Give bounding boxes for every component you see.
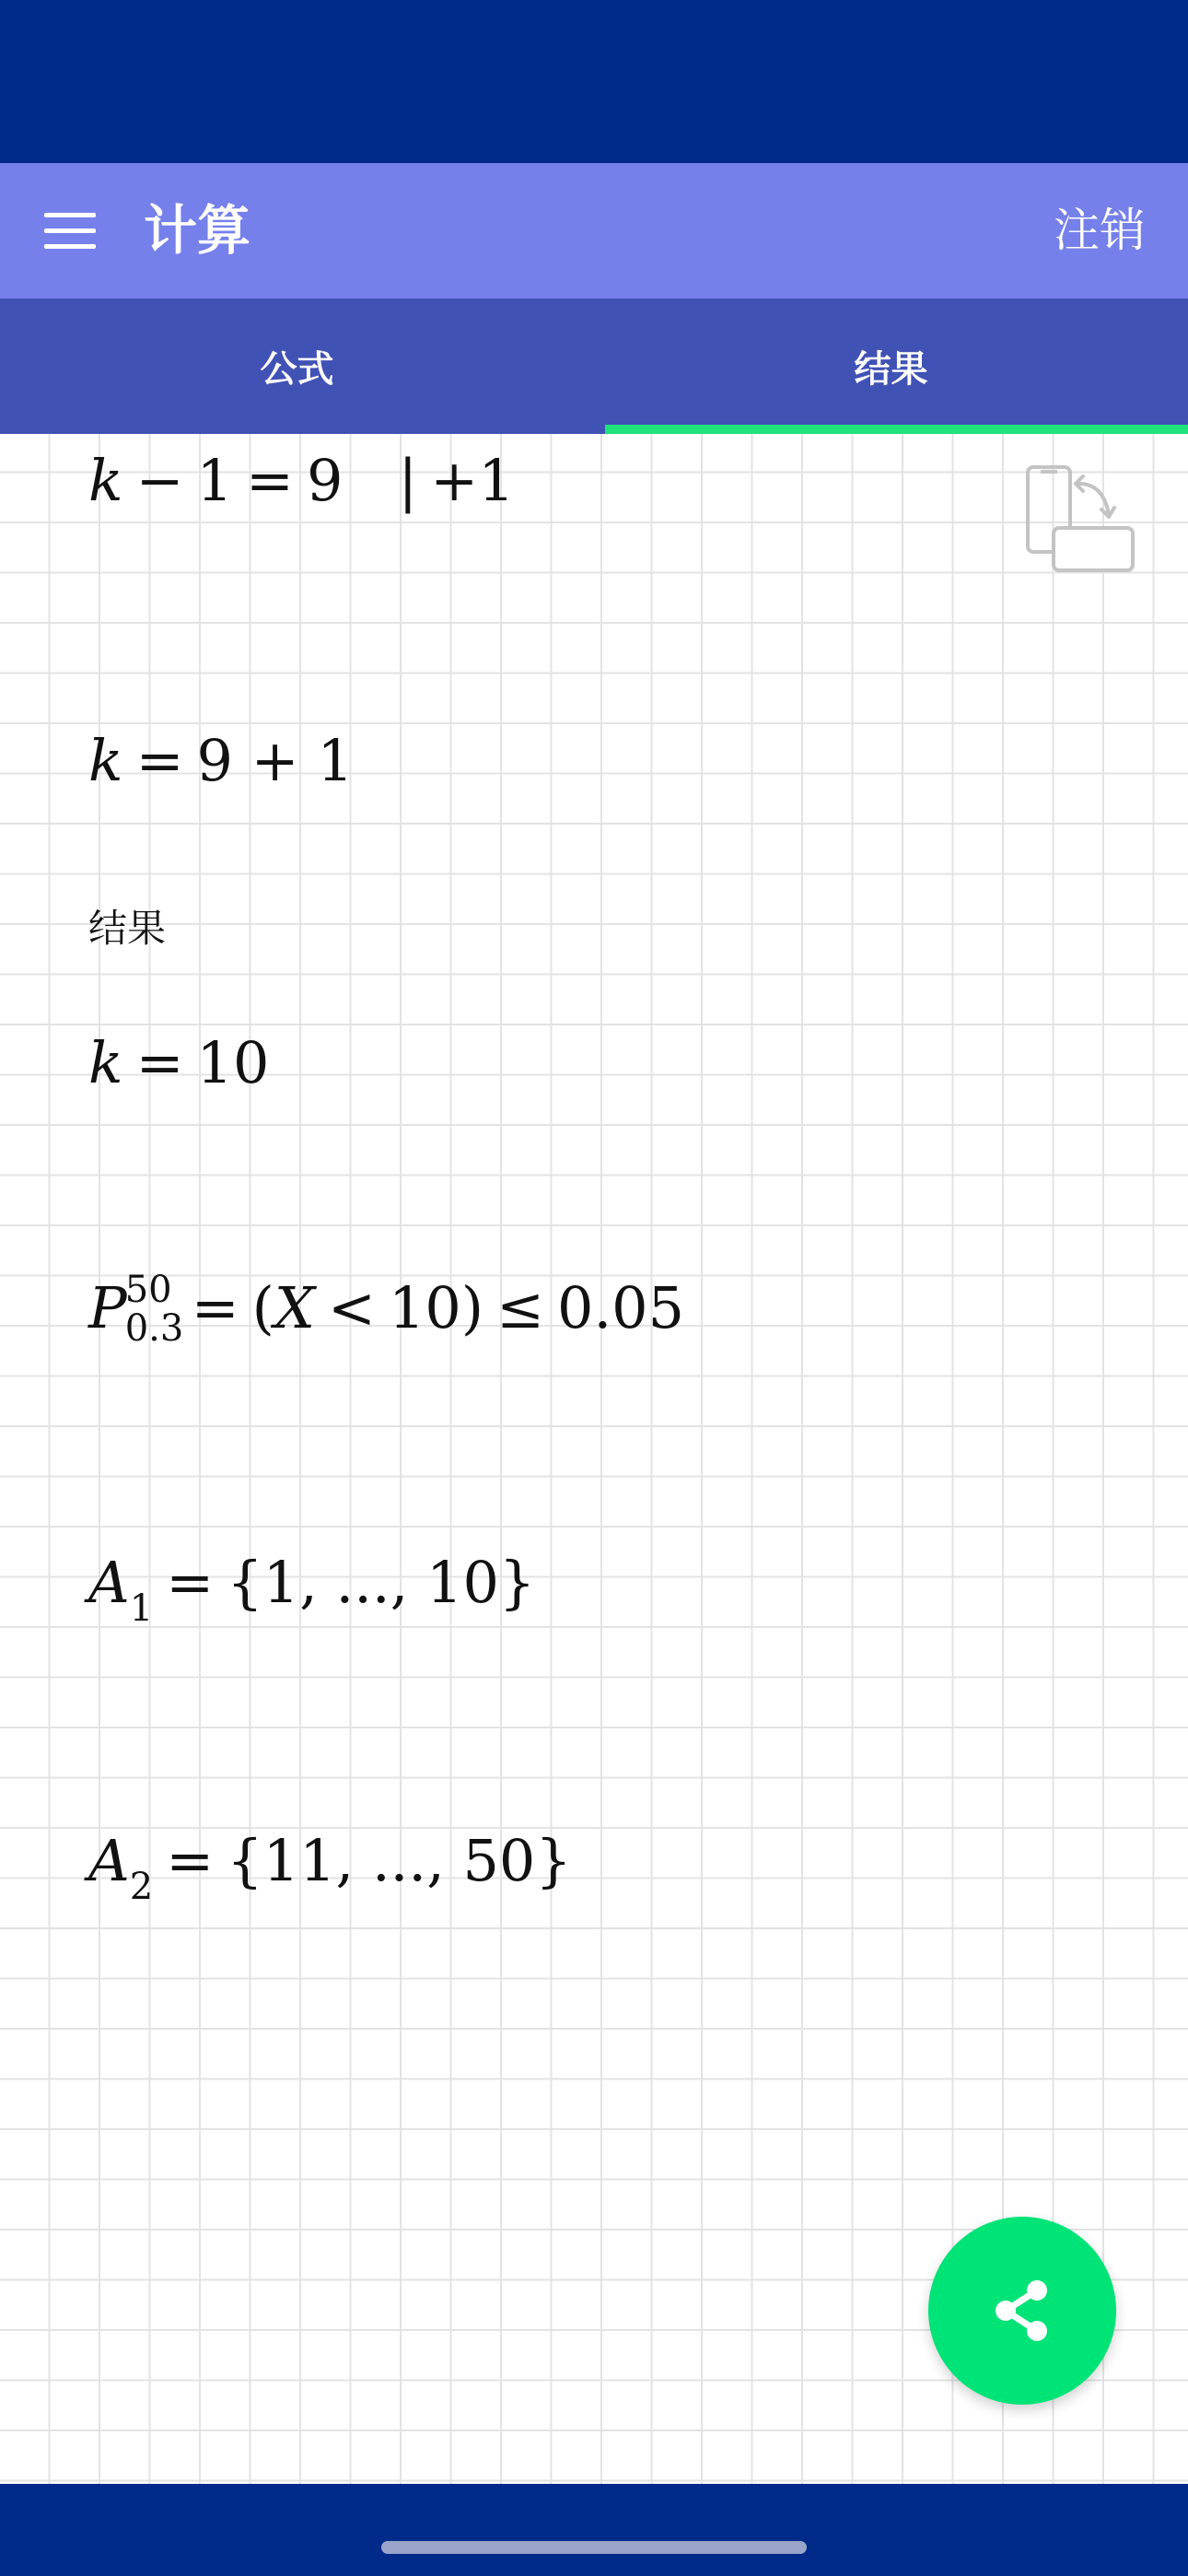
tab-selected-indicator [605, 425, 1188, 434]
formula-probability: P 50 0.3 = (X < 10) ≤ 0.05 [88, 1268, 685, 1350]
menu-icon[interactable] [44, 211, 96, 250]
formula-set-a2: $A_2 = \{11$, ..., 50} [88, 1827, 572, 1908]
formula-step-1: k − 1 = 9 | +1 [88, 447, 515, 514]
logout-button[interactable]: 注销 [1054, 204, 1146, 257]
system-nav-bar [0, 2484, 1188, 2576]
app-bar [0, 163, 1188, 299]
share-icon [993, 2279, 1052, 2342]
status-bar [0, 0, 1188, 163]
share-button[interactable] [928, 2217, 1116, 2405]
tab-bar [0, 299, 1188, 434]
home-indicator[interactable] [381, 2541, 807, 2554]
screen-rotate-icon[interactable] [1024, 463, 1136, 576]
result-content[interactable] [0, 434, 1188, 2484]
formula-step-2: k = 9 + 1 [88, 727, 354, 794]
tab-result[interactable]: 结果 [854, 348, 928, 391]
tab-formula[interactable]: 公式 [260, 348, 334, 391]
formula-set-a1: $A_1 = \{1$, ..., 10} [88, 1549, 536, 1630]
result-label: 结果 [88, 906, 167, 951]
page-title: 计算 [144, 199, 251, 262]
formula-result: k = 10 [88, 1029, 270, 1096]
